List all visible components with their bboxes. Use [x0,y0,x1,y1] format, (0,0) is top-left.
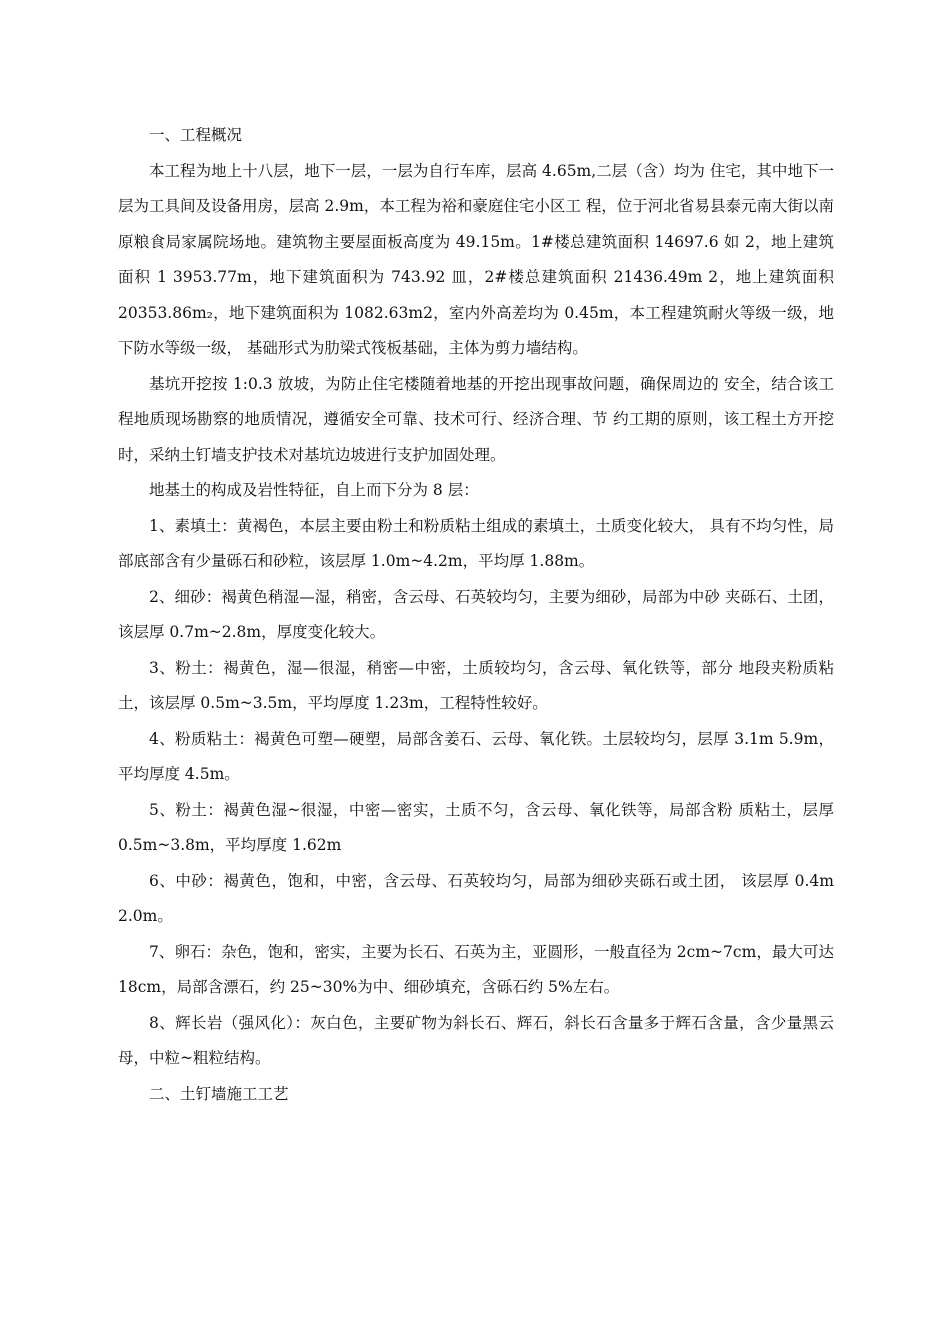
section-heading-overview: 一、工程概况 [149,126,243,144]
paragraph-layer-7: 7、卵石：杂色，饱和，密实，主要为长石、石英为主，亚圆形，一般直径为 2cm~7cm，最大可达 18cm，局部含漂石，约 25~30%为中、细砂填充，含砾石约 5%左右。 [118,942,834,996]
paragraph-layer-2: 2、细砂：褐黄色稍湿—湿，稍密，含云母、石英较均匀，主要为细砂，局部为中砂 夹砾石、土团，该层厚 0.7m~2.8m，厚度变化较大。 [118,587,834,641]
paragraph-layer-6: 6、中砂：褐黄色，饱和，中密，含云母、石英较均匀，局部为细砂夹砾石或土团， 该层厚 0.4m 2.0m。 [118,871,834,925]
paragraph-layer-1: 1、素填土：黄褐色，本层主要由粉土和粉质粘土组成的素填土，土质变化较大， 具有不均匀性，局部底部含有少量砾石和砂粒，该层厚 1.0m~4.2m，平均厚 1.88m。 [118,516,834,570]
paragraph-project-overview: 本工程为地上十八层，地下一层，一层为自行车库，层高 4.65m,二层（含）均为 住宅，其中地下一层为工具间及设备用房，层高 2.9m，本工程为裕和豪庭住宅小区工 程，位于河北省易县泰元南大街以南原粮食局家属院场地。建筑物主要屋面板高度为 49.15m。1#楼总建筑面积 14697.6 如 2，地上建筑面积 1 3953.77m，地下建筑面积为 743.92 皿，2#楼总建筑面积 21436.49m 2，地上建筑面积 20353.86m₂，地下建筑面积为 1082.63m2，室内外高差均为 0.45m，本工程建筑耐火等级一级，地下防水等级一级， 基础形式为肋梁式筏板基础，主体为剪力墙结构。 [118,161,834,357]
paragraph-layer-8: 8、辉长岩（强风化）：灰白色，主要矿物为斜长石、辉石，斜长石含量多于辉石含量，含少量黑云母，中粒~粗粒结构。 [118,1013,834,1067]
paragraph-layer-4: 4、粉质粘土：褐黄色可塑—硬塑，局部含姜石、云母、氧化铁。土层较均匀，层厚 3.1m 5.9m，平均厚度 4.5m。 [118,729,834,783]
document-body [118,118,834,1112]
paragraph-layer-3: 3、粉土：褐黄色，湿—很湿，稍密—中密，土质较均匀，含云母、氧化铁等，部分 地段夹粉质粘土，该层厚 0.5m~3.5m，平均厚度 1.23m，工程特性较好。 [118,658,834,712]
section-heading-soil-nail-wall: 二、土钉墙施工工艺 [149,1084,289,1103]
paragraph-soil-layers-intro: 地基土的构成及岩性特征，自上而下分为 8 层： [149,481,479,499]
paragraph-excavation: 基坑开挖按 1:0.3 放坡，为防止住宅楼随着地基的开挖出现事故问题，确保周边的 安全，结合该工程地质现场勘察的地质情况，遵循安全可靠、技术可行、经济合理、节 约工期的原则，该工程土方开挖时，采纳土钉墙支护技术对基坑边坡进行支护加固处理。 [118,374,834,464]
paragraph-layer-5: 5、粉土：褐黄色湿~很湿，中密—密实，土质不匀，含云母、氧化铁等，局部含粉 质粘土，层厚 0.5m~3.8m，平均厚度 1.62m [118,800,834,854]
